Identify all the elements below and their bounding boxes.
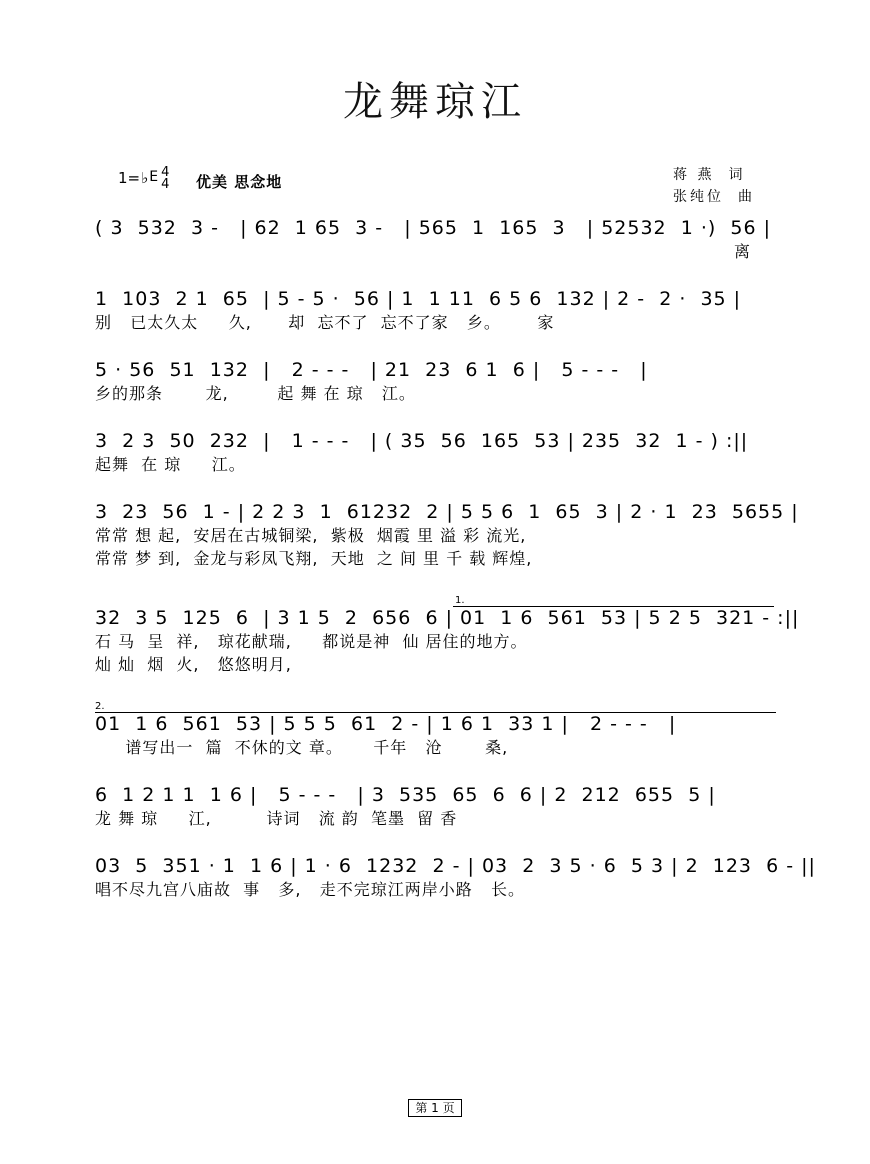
lyric-line-verse-2: 常常 梦 到, 金龙与彩凤飞翔, 天地 之 间 里 千 载 辉煌, (95, 549, 533, 568)
page-footer (0, 1099, 870, 1116)
key-label: 1= (118, 169, 141, 187)
system-gap (0, 475, 870, 501)
music-system-8 (95, 784, 775, 829)
notation-line: ( 3 532 3 - | 62 1 65 3 - | 565 1 165 3 | 52532 1 ·) 56 | (95, 217, 771, 239)
notation-line: 32 3 5 125 6 | 3 1 5 2 656 6 | 01 1 6 561 53 | 5 2 5 321 - :|| (95, 607, 800, 629)
notation-line: 3 2 3 50 232 | 1 - - - | ( 35 56 165 53 | 235 32 1 - ) :|| (95, 430, 749, 452)
lyric-line-verse-1: 石 马 呈 祥, 琼花献瑞, 都说是神 仙 居住的地方。 (95, 632, 528, 651)
system-gap (0, 333, 870, 359)
credit-composer-role: 曲 (738, 188, 752, 205)
page-title: 龙舞琼江 (343, 79, 527, 125)
notation-line: 6 1 2 1 1 1 6 | 5 - - - | 3 535 65 6 6 | 2 212 655 5 | (95, 784, 716, 806)
time-signature (161, 167, 169, 192)
system-gap (0, 569, 870, 595)
system-gap (0, 404, 870, 430)
lyric-line: 离 (271, 242, 751, 261)
notation-line: 03 5 351 · 1 1 6 | 1 · 6 1232 2 - | 03 2 3 5 · 6 5 3 | 2 123 6 - || (95, 855, 816, 877)
volta-1-label: 1. (455, 595, 465, 606)
lyric-line-verse-1: 常常 想 起, 安居在古城铜梁, 紫极 烟霞 里 溢 彩 流光, (95, 526, 527, 545)
tempo-expression: 优美 思念地 (196, 173, 283, 191)
system-gap (0, 262, 870, 288)
lyric-line: 谱写出一 篇 不休的文 章。 千年 沧 桑, (95, 738, 509, 757)
notation-line: 01 1 6 561 53 | 5 5 5 61 2 - | 1 6 1 33 1 | 2 - - - | (95, 713, 677, 735)
score-header (0, 165, 870, 211)
time-signature-denominator: 4 (161, 177, 170, 193)
music-system-1 (95, 217, 775, 262)
music-system-7 (95, 701, 775, 758)
lyric-line-verse-2: 灿 灿 烟 火, 悠悠明月, (95, 655, 292, 674)
page-number-label: 第 1 页 (408, 1099, 461, 1117)
notation-line: 5 · 56 51 132 | 2 - - - | 21 23 6 1 6 | 5 - - - | (95, 359, 648, 381)
key-signature-block (118, 165, 170, 194)
music-system-6 (95, 595, 800, 675)
system-gap (0, 758, 870, 784)
music-system-5 (95, 501, 799, 569)
time-signature-numerator: 4 (161, 165, 170, 180)
lyric-line: 乡的那条 龙, 起 舞 在 琼 江。 (95, 384, 416, 403)
key-letter: E (149, 169, 159, 185)
volta-2-bracket (95, 712, 776, 713)
volta-2-label: 2. (95, 701, 105, 712)
flat-accidental-icon: ♭ (141, 169, 149, 187)
lyric-line: 唱不尽九宫八庙故 事 多, 走不完琼江两岸小路 长。 (95, 880, 526, 899)
music-system-4 (95, 430, 775, 475)
lyric-line: 别 已太久太 久, 却 忘不了 忘不了家 乡。 家 (95, 313, 555, 332)
credit-lyricist (673, 165, 752, 187)
music-system-3 (95, 359, 775, 404)
music-system-2 (95, 288, 775, 333)
credit-lyricist-role: 词 (728, 167, 743, 183)
credit-composer (673, 187, 752, 209)
notation-line: 1 103 2 1 65 | 5 - 5 · 56 | 1 1 11 6 5 6 132 | 2 - 2 · 35 | (95, 288, 742, 310)
credits-block (673, 165, 752, 208)
credit-composer-name: 张纯位 (673, 188, 724, 205)
system-gap (0, 675, 870, 701)
music-system-9 (95, 855, 816, 900)
system-gap (0, 829, 870, 855)
lyric-line: 起舞 在 琼 江。 (95, 455, 246, 474)
notation-line: 3 23 56 1 - | 2 2 3 1 61232 2 | 5 5 6 1 65 3 | 2 · 1 23 5655 | (95, 501, 799, 523)
volta-1-bracket (453, 606, 774, 607)
lyric-line: 龙 舞 琼 江, 诗词 流 韵 笔墨 留 香 (95, 809, 458, 828)
credit-lyricist-name: 蒋 燕 (673, 167, 715, 183)
